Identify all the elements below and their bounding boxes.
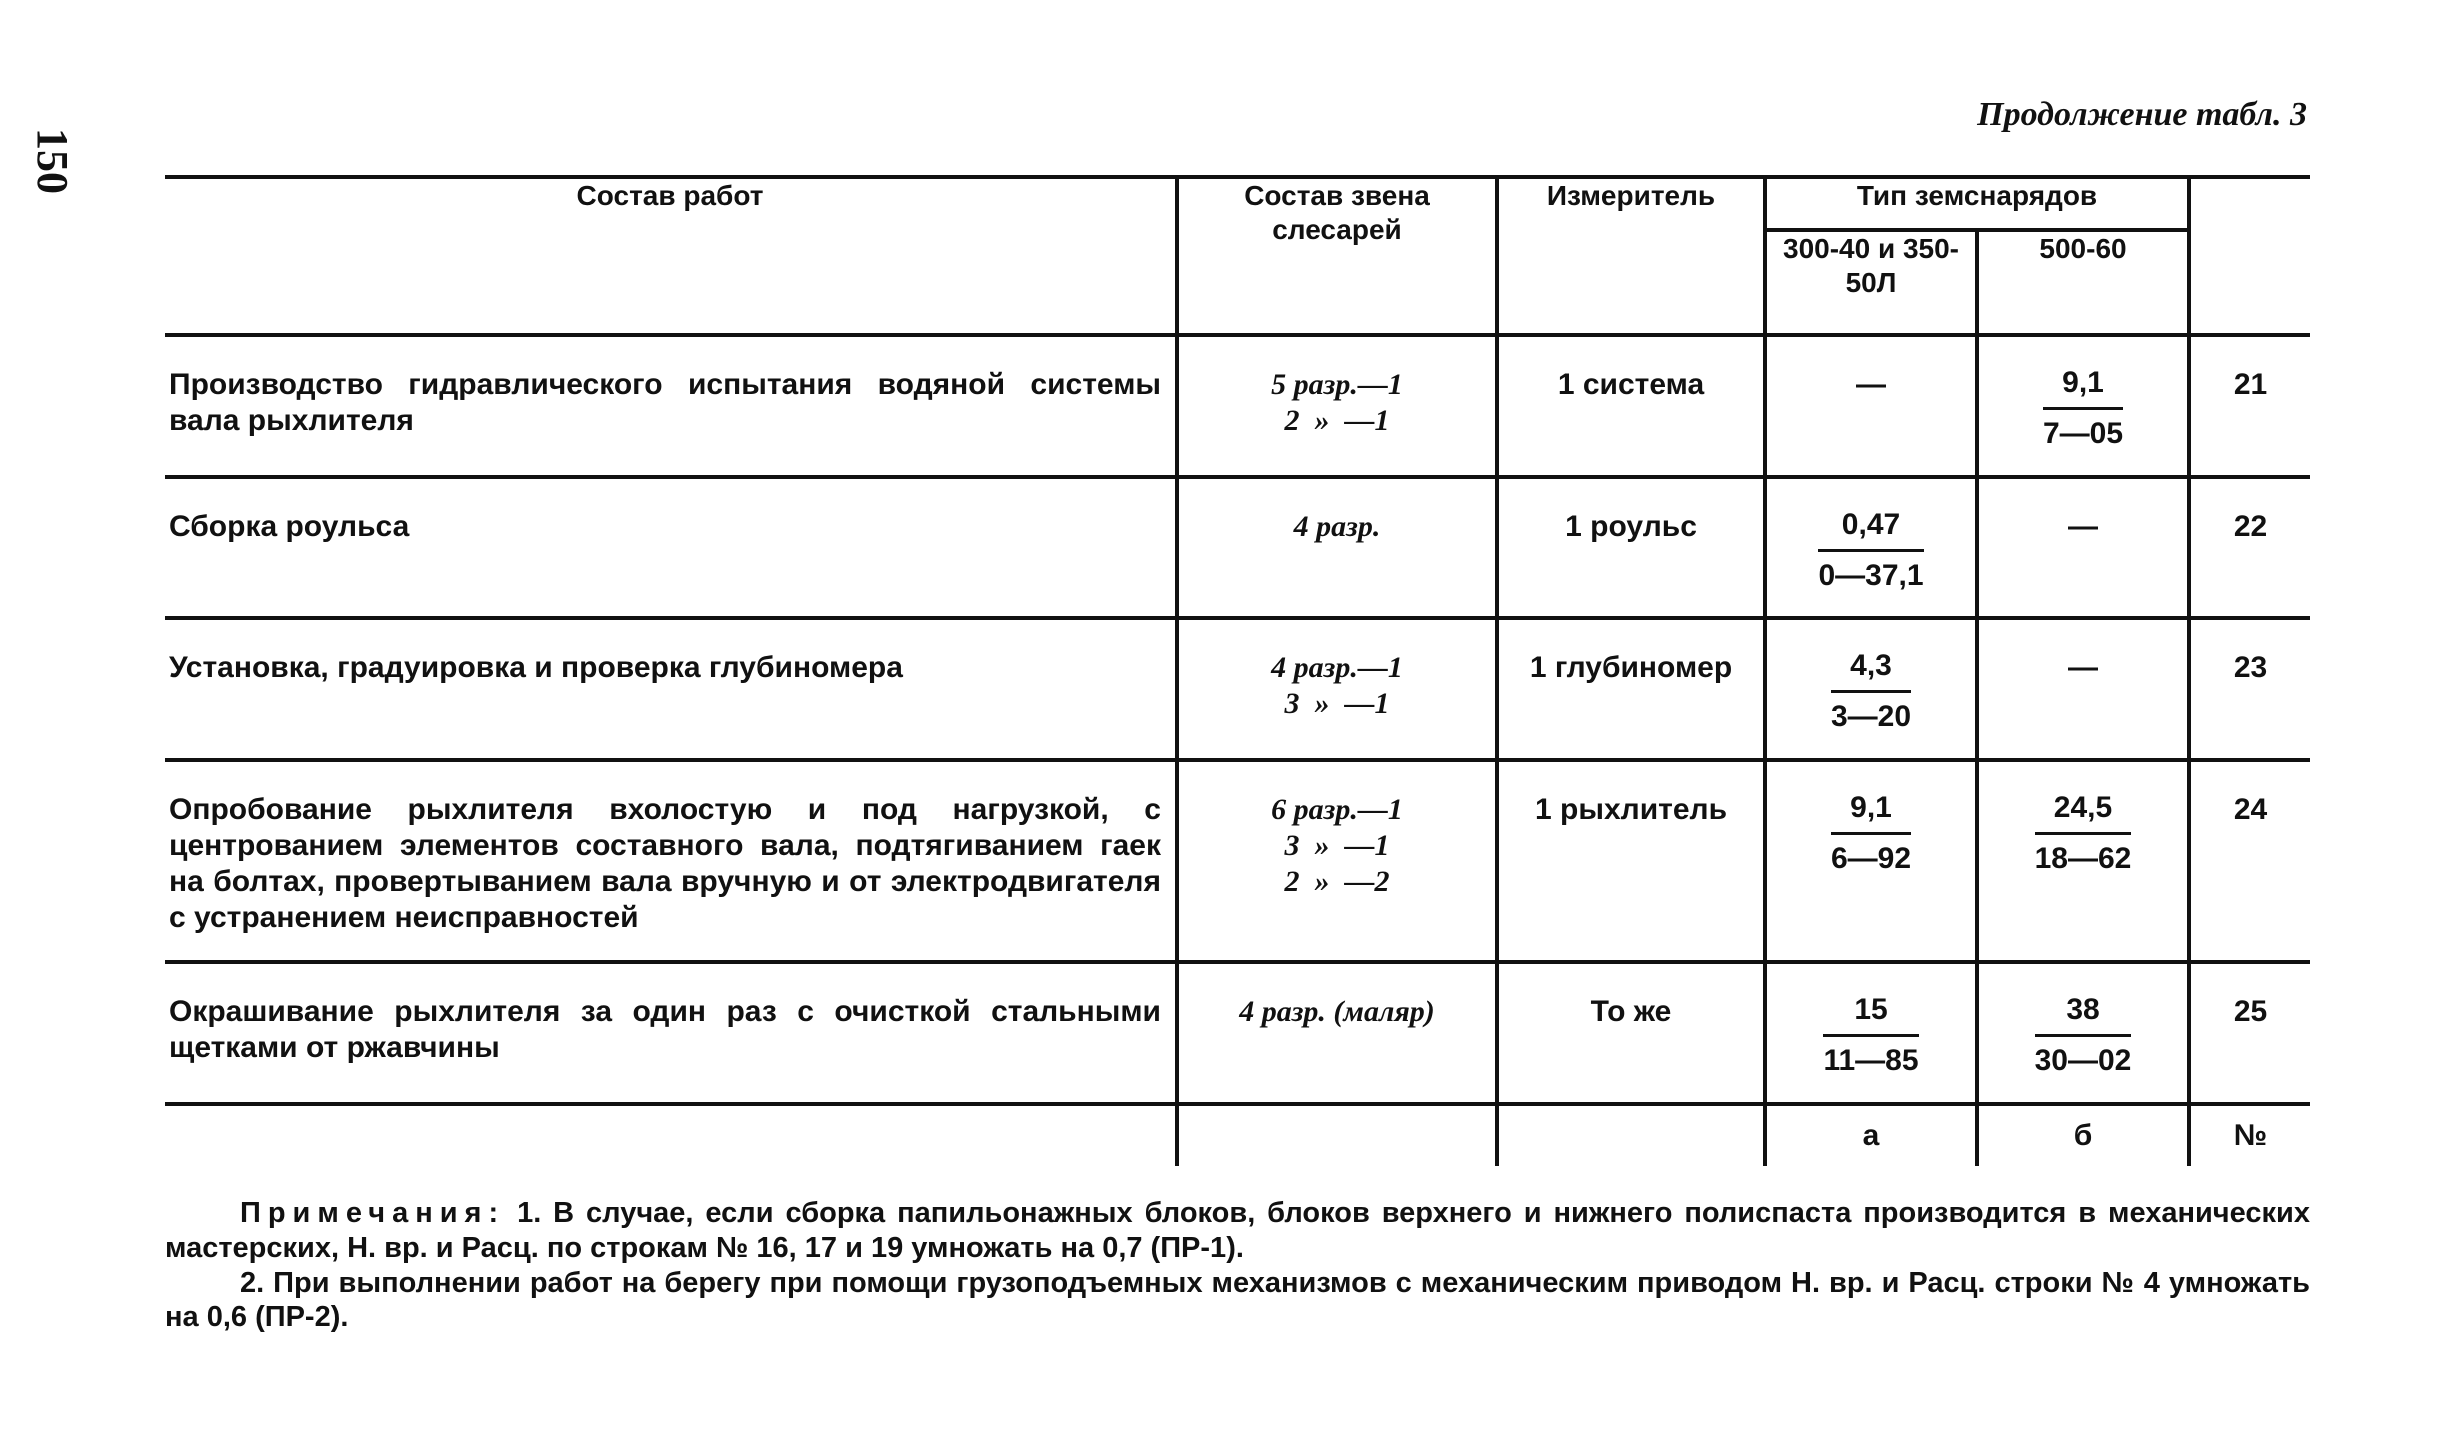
work-description: Установка, градуировка и проверка глубиномера: [165, 618, 1177, 760]
footer-empty: [1177, 1104, 1497, 1166]
measure-unit: 1 рыхлитель: [1497, 760, 1765, 962]
norm-fraction: [1823, 992, 1918, 1079]
note-2: 2. При выполнении работ на берегу при помощи грузоподъемных механизмов с механическим приводом Н. вр. и Расц. строки № 4 умножать на 0,6 (ПР-2).: [165, 1266, 2310, 1334]
value-type-a: [1765, 477, 1977, 618]
crew-line: 4 разр.: [1293, 510, 1381, 543]
empty-dash: —: [2068, 510, 2098, 543]
norm-fraction: [1831, 648, 1911, 735]
crew-composition: [1177, 335, 1497, 477]
time-norm: 38: [2035, 992, 2132, 1037]
rate: 3—20: [1830, 700, 1912, 733]
row-number: 25: [2189, 962, 2310, 1104]
row-number: 24: [2189, 760, 2310, 962]
work-description: Производство гидравлического испытания водяной системы вала рыхлителя: [165, 335, 1177, 477]
measure-unit: 1 глубиномер: [1497, 618, 1765, 760]
value-type-a: [1765, 962, 1977, 1104]
time-norm: 24,5: [2035, 790, 2132, 835]
crew-line: 3 » —1: [1284, 829, 1390, 862]
time-norm: 15: [1823, 992, 1918, 1037]
header-number: [2189, 177, 2310, 335]
table-row: [165, 618, 2310, 760]
continuation-title: Продолжение табл. 3: [1977, 96, 2307, 133]
column-label-number: №: [2189, 1104, 2310, 1166]
crew-composition: [1177, 618, 1497, 760]
crew-line: 4 разр. (маляр): [1239, 995, 1435, 1028]
value-type-a: [1765, 760, 1977, 962]
rate: 0—37,1: [1818, 559, 1924, 592]
crew-line: 2 » —2: [1284, 865, 1390, 898]
footer-empty: [165, 1104, 1177, 1166]
footer-empty: [1497, 1104, 1765, 1166]
row-number: 23: [2189, 618, 2310, 760]
row-number: 22: [2189, 477, 2310, 618]
value-type-b: [1977, 962, 2189, 1104]
column-label-b: б: [1977, 1104, 2189, 1166]
norm-fraction: [2035, 992, 2132, 1079]
value-type-b: [1977, 618, 2189, 760]
work-description: Опробование рыхлителя вхолостую и под нагрузкой, с центрованием элементов составного вала, подтягиванием гаек на болтах, провертыванием вала вручную и от электродвигателя с устранением неисправностей: [165, 760, 1177, 962]
crew-line: 4 разр.—1: [1271, 651, 1403, 684]
value-type-a: [1765, 335, 1977, 477]
value-type-b: [1977, 335, 2189, 477]
table-row: [165, 962, 2310, 1104]
header-type-b: 500-60: [1977, 230, 2189, 335]
rate: 30—02: [2034, 1044, 2132, 1077]
value-type-b: [1977, 477, 2189, 618]
empty-dash: —: [1856, 368, 1886, 401]
crew-line: 6 разр.—1: [1271, 793, 1403, 826]
crew-composition: [1177, 962, 1497, 1104]
norms-table: [165, 175, 2310, 1166]
table-row: [165, 760, 2310, 962]
value-type-b: [1977, 760, 2189, 962]
time-norm: 4,3: [1831, 648, 1911, 693]
measure-unit: 1 роульс: [1497, 477, 1765, 618]
crew-line: 5 разр.—1: [1271, 368, 1403, 401]
value-type-a: [1765, 618, 1977, 760]
rate: 6—92: [1830, 842, 1912, 875]
header-type-a: 300-40 и 350-50Л: [1765, 230, 1977, 335]
header-dredge-type: Тип земснарядов: [1765, 177, 2189, 230]
column-label-a: а: [1765, 1104, 1977, 1166]
norm-fraction: [1831, 790, 1911, 877]
header-work: Состав работ: [165, 177, 1177, 335]
notes-label: Примечания:: [240, 1197, 506, 1229]
crew-composition: [1177, 477, 1497, 618]
norm-fraction: [2035, 790, 2132, 877]
table-row: [165, 335, 2310, 477]
rate: 11—85: [1823, 1044, 1919, 1077]
row-number: 21: [2189, 335, 2310, 477]
note-1-text: 1. В случае, если сборка папильонажных блоков, блоков верхнего и нижнего полиспаста производится в механических мастерских, Н. вр. и Расц. по строкам № 16, 17 и 19 умножать на 0,7 (ПР-1).: [165, 1197, 2310, 1264]
column-index-row: [165, 1104, 2310, 1166]
rate: 18—62: [2034, 842, 2132, 875]
rate: 7—05: [2042, 417, 2124, 450]
header-crew: Состав звена слесарей: [1177, 177, 1497, 335]
crew-line: 2 » —1: [1284, 404, 1390, 437]
table-row: [165, 477, 2310, 618]
page-number: 150: [28, 128, 77, 194]
time-norm: 9,1: [1831, 790, 1911, 835]
measure-unit: 1 система: [1497, 335, 1765, 477]
crew-composition: [1177, 760, 1497, 962]
crew-line: 3 » —1: [1284, 687, 1390, 720]
time-norm: 9,1: [2043, 365, 2123, 410]
work-description: Сборка роульса: [165, 477, 1177, 618]
time-norm: 0,47: [1818, 507, 1923, 552]
notes: [165, 1196, 2310, 1335]
norm-fraction: [1818, 507, 1923, 594]
empty-dash: —: [2068, 651, 2098, 684]
header-measure: Измеритель: [1497, 177, 1765, 335]
measure-unit: То же: [1497, 962, 1765, 1104]
work-description: Окрашивание рыхлителя за один раз с очисткой стальными щетками от ржавчины: [165, 962, 1177, 1104]
note-1: [165, 1196, 2310, 1266]
norm-fraction: [2043, 365, 2123, 452]
